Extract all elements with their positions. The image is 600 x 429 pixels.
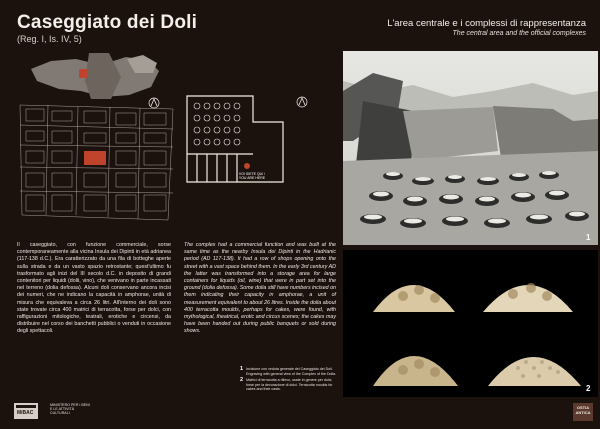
complex-highlight <box>84 151 106 165</box>
caption-text: Incisione con veduta generale del Caseggiato dei Doli. Engraving with general view of the Complex of the Dolia. <box>246 367 337 376</box>
ministry-text: MINISTERO PER I BENI E LE ATTIVITÀ CULTURALI <box>50 403 90 415</box>
mibac-logo-text: MiBAC <box>17 410 34 416</box>
page-subtitle: (Reg. I, Is. IV, 5) <box>17 34 82 44</box>
description-italian: Il caseggiato, con funzione commerciale, sorse contemporaneamente alla vicina Insula dei Dipinti in età adrianea (117-138 d.C.). Era caratterizzato da una fila di botteghe aperte sulla strada e da un vasto spazio retrostante; quest'ultimo fu trasformato agli inizi del III secolo d.C. in deposito di grandi contenitori per liquidi (dolii, vino), che venivano in parte incassati nel terreno (dolia defossa). Alcuni doli conservano ancora incisi dei numeri, che ne indicano la capacità in amphorae, unità di misura che equivaleva a circa 26 litri. All'interno dei doli sono state trovate circa 400 matrici di terracotta, forse per dolci, con raffigurazioni mitologiche, teatrali, erotiche e circensi, da distribuire nel corso dei banchetti pubblici o venduti in occasione degli spettacoli. <box>17 242 171 335</box>
caption-number: 1 <box>240 366 244 372</box>
engraving-image <box>343 51 598 245</box>
location-marker <box>79 69 88 78</box>
figure-captions <box>240 367 340 394</box>
section-subtitle: The central area and the official complexes <box>452 30 586 37</box>
caption-number: 2 <box>240 377 244 383</box>
ostia-logo-text: OSTIA ANTICA <box>575 405 591 415</box>
you-are-here-marker <box>244 163 250 169</box>
caption-text: Matrici di terracotta a rilievo, usate in genere per dolci, forse per la decorazione di dolci. Terracotta moulds for cakes and their casts. <box>246 378 333 391</box>
caption-item <box>240 367 340 376</box>
city-plan-map <box>18 95 178 225</box>
figure-number: 1 <box>586 233 591 242</box>
section-title: L'area centrale e i complessi di rappresentanza <box>387 18 586 29</box>
figure-number: 2 <box>586 384 591 393</box>
moulds-image <box>343 250 598 397</box>
caption-item <box>240 378 340 392</box>
you-are-here-label: VOI SIETE QUI / YOU ARE HERE <box>238 172 266 180</box>
description-english: The complex had a commercial function and was built at the same time as the nearby Insula dei Dipinti in the Hadrianic period (AD 117-138). It had a row of shops opening onto the street with a vast space behind them. In the early 3rd century AD the latter was transformed into a storage area for large containers for liquids (oil, wine) that were in part set into the ground (dolia defossa). Some dolia still have numbers incised on them indicating their capacity in amphorae, a unit of measurement equivalent to about 26 litres. Inside the dolia about 400 terracotta moulds, perhaps for cakes, were found, with mythological, theatrical, erotic and circus scenes; the cakes may have been handed out during public banquets or sold during shows. <box>184 242 336 335</box>
page-title: Caseggiato dei Doli <box>17 12 198 33</box>
site-minimap <box>31 51 161 101</box>
north-arrow-icon <box>296 96 308 108</box>
